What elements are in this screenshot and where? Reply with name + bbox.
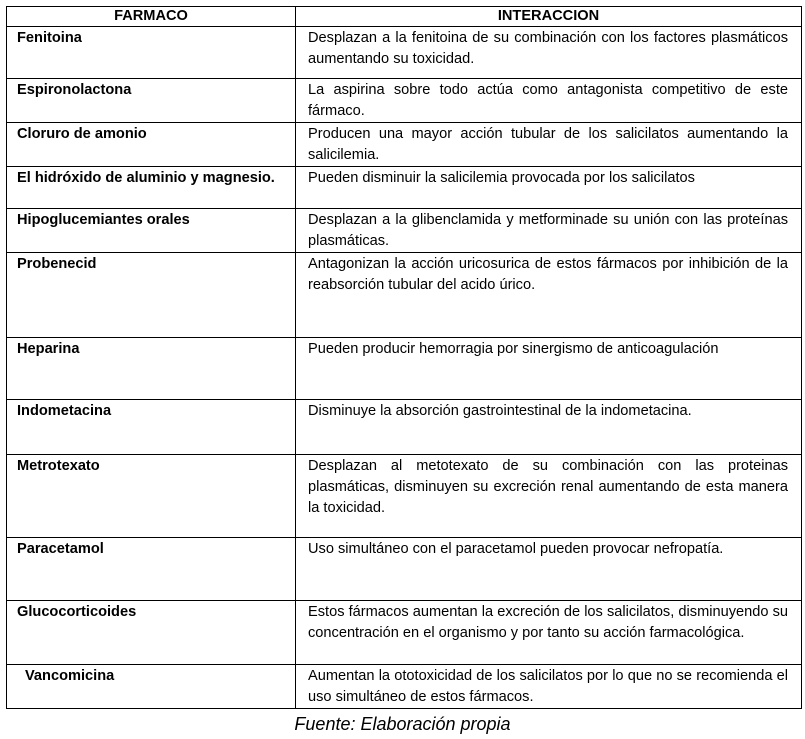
drug-cell: Fenitoina: [7, 27, 296, 79]
interaction-cell: Producen una mayor acción tubular de los salicilatos aumentando la salicilemia.: [296, 123, 802, 167]
table-row: [7, 455, 802, 538]
table-row: [7, 167, 802, 209]
interaction-cell: Desplazan a la glibenclamida y metforminade su unión con las proteínas plasmáticas.: [296, 209, 802, 253]
drug-cell: Indometacina: [7, 400, 296, 455]
drug-cell: Heparina: [7, 338, 296, 400]
table-row: [7, 253, 802, 338]
table-header-row: [7, 7, 802, 27]
table-row: [7, 27, 802, 79]
drug-cell: Cloruro de amonio: [7, 123, 296, 167]
interaction-cell: Disminuye la absorción gastrointestinal de la indometacina.: [296, 400, 802, 455]
interaction-cell: Estos fármacos aumentan la excreción de los salicilatos, disminuyendo su concentración en el organismo y por tanto su acción farmacológica.: [296, 601, 802, 665]
table-row: [7, 538, 802, 601]
interaction-cell: Antagonizan la acción uricosurica de estos fármacos por inhibición de la reabsorción tubular del acido úrico.: [296, 253, 802, 338]
interaction-cell: La aspirina sobre todo actúa como antagonista competitivo de este fármaco.: [296, 79, 802, 123]
header-interaction: INTERACCION: [296, 7, 802, 27]
drug-cell: Metrotexato: [7, 455, 296, 538]
interaction-cell: Pueden disminuir la salicilemia provocada por los salicilatos: [296, 167, 802, 209]
drug-cell: Espironolactona: [7, 79, 296, 123]
drug-cell: Glucocorticoides: [7, 601, 296, 665]
table-row: [7, 123, 802, 167]
table-row: [7, 601, 802, 665]
drug-cell: Hipoglucemiantes orales: [7, 209, 296, 253]
drug-cell: El hidróxido de aluminio y magnesio.: [7, 167, 296, 209]
table-row: [7, 338, 802, 400]
interaction-cell: Aumentan la ototoxicidad de los salicilatos por lo que no se recomienda el uso simultáneo de estos fármacos.: [296, 665, 802, 709]
interaction-cell: Uso simultáneo con el paracetamol pueden provocar nefropatía.: [296, 538, 802, 601]
table-source-caption: Fuente: Elaboración propia: [294, 714, 511, 734]
interaction-cell: Desplazan al metotexato de su combinación con las proteinas plasmáticas, disminuyen su excreción renal aumentando de esta manera la toxicidad.: [296, 455, 802, 538]
table-row: [7, 209, 802, 253]
table-row: [7, 665, 802, 709]
interaction-cell: Desplazan a la fenitoina de su combinación con los factores plasmáticos aumentando su toxicidad.: [296, 27, 802, 79]
drug-cell: Probenecid: [7, 253, 296, 338]
table-row: [7, 79, 802, 123]
table-row: [7, 400, 802, 455]
interaction-cell: Pueden producir hemorragia por sinergismo de anticoagulación: [296, 338, 802, 400]
header-drug: FARMACO: [7, 7, 296, 27]
drug-interaction-table: [6, 6, 802, 709]
drug-cell: Paracetamol: [7, 538, 296, 601]
drug-cell: Vancomicina: [7, 665, 296, 709]
